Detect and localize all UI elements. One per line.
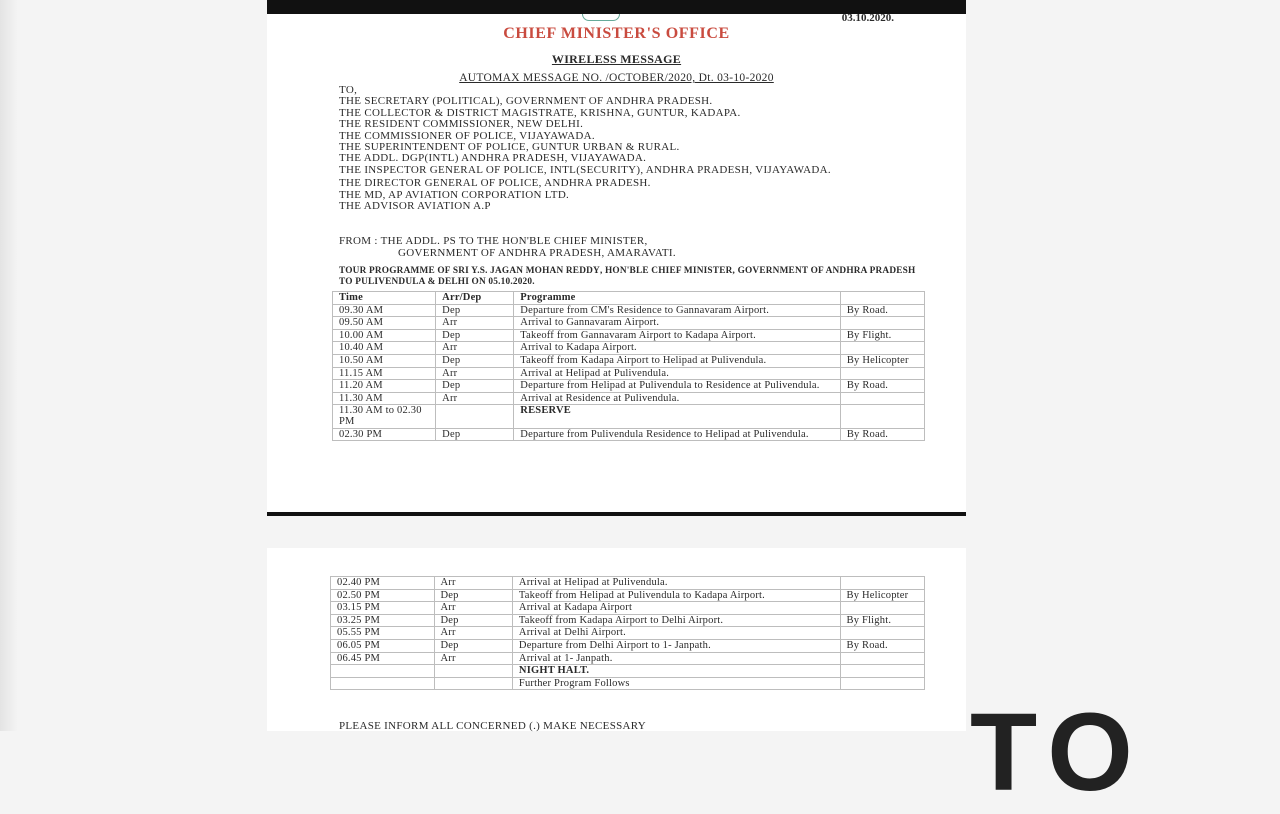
cell-time: 10.00 AM (333, 329, 436, 342)
emblem-icon (582, 14, 620, 21)
table-row (331, 589, 925, 602)
table-row (331, 577, 925, 590)
schedule-table-page-2 (330, 576, 925, 690)
cell-mode: By Flight. (840, 329, 924, 342)
table-row (331, 652, 925, 665)
recipient-line: THE RESIDENT COMMISSIONER, NEW DELHI. (339, 118, 584, 131)
cell-arr-dep: Arr (434, 602, 512, 615)
recipient-line: THE SUPERINTENDENT OF POLICE, GUNTUR URBAN & RURAL. (339, 141, 680, 154)
table-row (333, 428, 925, 441)
cell-programme: NIGHT HALT. (512, 665, 840, 678)
cell-arr-dep: Arr (436, 342, 514, 355)
recipient-line: THE COLLECTOR & DISTRICT MAGISTRATE, KRISHNA, GUNTUR, KADAPA. (339, 106, 741, 119)
recipient-list (339, 85, 939, 212)
table-row (333, 367, 925, 380)
cell-programme: Arrival to Gannavaram Airport. (514, 317, 841, 330)
table-row (331, 602, 925, 615)
cell-arr-dep: Arr (434, 652, 512, 665)
cell-mode (840, 652, 924, 665)
cell-time (331, 677, 435, 690)
cell-mode (840, 405, 924, 428)
header-programme: Programme (514, 292, 841, 305)
cell-mode: By Helicopter (840, 354, 924, 367)
cell-mode: By Road. (840, 304, 924, 317)
cell-time: 11.30 AM to 02.30 PM (333, 405, 436, 428)
cell-time: 11.15 AM (333, 367, 436, 380)
table-row (333, 392, 925, 405)
cell-time: 02.40 PM (331, 577, 435, 590)
tour-suffix: , HON'BLE CHIEF MINISTER, GOVERNMENT OF ANDHRA PRADESH TO PULIVENDULA & DELHI ON 05.10.2020. (339, 266, 916, 287)
cell-programme: Departure from Helipad at Pulivendula to Residence at Pulivendula. (514, 380, 841, 393)
table-row (331, 677, 925, 690)
cell-programme: Arrival at Residence at Pulivendula. (514, 392, 841, 405)
cell-arr-dep (434, 665, 512, 678)
header-arr-dep: Arr/Dep (436, 292, 514, 305)
document-page-2 (267, 548, 966, 731)
sender-line: FROM : THE ADDL. PS TO THE HON'BLE CHIEF MINISTER, (339, 235, 648, 247)
cell-mode (840, 677, 924, 690)
footer-instruction: PLEASE INFORM ALL CONCERNED (.) MAKE NECESSARY (339, 720, 647, 732)
schedule-rows (333, 304, 925, 441)
cell-mode (840, 317, 924, 330)
automax-message-number: AUTOMAX MESSAGE NO. /OCTOBER/2020, Dt. 03-10-2020 (459, 72, 774, 84)
table-row (333, 380, 925, 393)
cell-programme: Departure from Pulivendula Residence to Helipad at Pulivendula. (514, 428, 841, 441)
recipient-line: THE DIRECTOR GENERAL OF POLICE, ANDHRA PRADESH. (339, 177, 651, 190)
cell-time: 11.30 AM (333, 392, 436, 405)
cell-arr-dep: Dep (436, 354, 514, 367)
cell-time: 06.45 PM (331, 652, 435, 665)
cell-time: 09.30 AM (333, 304, 436, 317)
document-page-1 (267, 0, 966, 516)
cell-time: 02.30 PM (333, 428, 436, 441)
recipient-line: THE INSPECTOR GENERAL OF POLICE, INTL(SECURITY), ANDHRA PRADESH, VIJAYAWADA. (339, 163, 831, 176)
cell-arr-dep: Dep (436, 304, 514, 317)
cell-arr-dep: Arr (436, 367, 514, 380)
sender-line: GOVERNMENT OF ANDHRA PRADESH, AMARAVATI. (398, 246, 676, 259)
cell-arr-dep: Dep (434, 614, 512, 627)
cell-time: 11.20 AM (333, 380, 436, 393)
header-mode (840, 292, 924, 305)
table-row (331, 614, 925, 627)
cell-arr-dep: Arr (434, 577, 512, 590)
cell-programme: Departure from CM's Residence to Gannavaram Airport. (514, 304, 841, 317)
cell-time: 03.25 PM (331, 614, 435, 627)
table-row (331, 627, 925, 640)
cell-programme: Takeoff from Kadapa Airport to Delhi Airport. (512, 614, 840, 627)
recipient-line: THE MD, AP AVIATION CORPORATION LTD. (339, 188, 570, 201)
message-type-heading: WIRELESS MESSAGE (551, 52, 682, 66)
table-row (333, 317, 925, 330)
cell-mode (840, 577, 924, 590)
cell-mode: By Road. (840, 380, 924, 393)
cell-arr-dep: Arr (434, 627, 512, 640)
cell-arr-dep: Dep (436, 380, 514, 393)
left-edge-shade (0, 0, 18, 731)
header-time: Time (333, 292, 436, 305)
cell-mode (840, 367, 924, 380)
cell-programme: Further Program Follows (512, 677, 840, 690)
cell-time (331, 665, 435, 678)
cell-programme: Arrival to Kadapa Airport. (514, 342, 841, 355)
cell-arr-dep: Dep (436, 428, 514, 441)
cell-time: 10.50 AM (333, 354, 436, 367)
cell-programme: Takeoff from Gannavaram Airport to Kadapa Airport. (514, 329, 841, 342)
table-row (331, 639, 925, 652)
office-title: CHIEF MINISTER'S OFFICE (503, 25, 730, 42)
cell-mode (840, 627, 924, 640)
video-overlay-text (970, 691, 1280, 814)
overlay-text: TO (970, 691, 1145, 814)
cell-programme: Takeoff from Helipad at Pulivendula to Kadapa Airport. (512, 589, 840, 602)
cell-time: 10.40 AM (333, 342, 436, 355)
table-row (331, 665, 925, 678)
cell-programme: Arrival at Delhi Airport. (512, 627, 840, 640)
to-label: TO, (339, 84, 358, 96)
cell-programme: Departure from Delhi Airport to 1- Janpath. (512, 639, 840, 652)
cell-mode: By Road. (840, 639, 924, 652)
sender-block (339, 236, 676, 259)
cell-time: 02.50 PM (331, 589, 435, 602)
cell-time: 03.15 PM (331, 602, 435, 615)
cell-programme: RESERVE (514, 405, 841, 428)
recipient-line: THE ADDL. DGP(INTL) ANDHRA PRADESH, VIJAYAWADA. (339, 152, 647, 165)
table-row (333, 304, 925, 317)
tour-name: SRI Y.S. JAGAN MOHAN REDDY (452, 266, 600, 276)
cell-arr-dep: Dep (434, 589, 512, 602)
cell-mode (840, 392, 924, 405)
cell-programme: Arrival at Helipad at Pulivendula. (514, 367, 841, 380)
table-header-row (333, 292, 925, 305)
cell-mode (840, 602, 924, 615)
cell-mode (840, 342, 924, 355)
schedule-table-page-1 (332, 291, 925, 441)
cell-arr-dep: Dep (436, 329, 514, 342)
tour-programme-heading (339, 266, 924, 288)
cell-mode: By Flight. (840, 614, 924, 627)
schedule-rows (331, 577, 925, 690)
table-row (333, 342, 925, 355)
table-row (333, 354, 925, 367)
cell-programme: Takeoff from Kadapa Airport to Helipad at Pulivendula. (514, 354, 841, 367)
cell-programme: Arrival at Helipad at Pulivendula. (512, 577, 840, 590)
cell-programme: Arrival at Kadapa Airport (512, 602, 840, 615)
cell-arr-dep: Dep (434, 639, 512, 652)
table-row (333, 329, 925, 342)
recipient-line: THE COMMISSIONER OF POLICE, VIJAYAWADA. (339, 129, 595, 142)
cell-arr-dep (434, 677, 512, 690)
recipient-line: THE SECRETARY (POLITICAL), GOVERNMENT OF ANDHRA PRADESH. (339, 95, 713, 108)
cell-time: 05.55 PM (331, 627, 435, 640)
cell-arr-dep (436, 405, 514, 428)
cell-time: 09.50 AM (333, 317, 436, 330)
cell-arr-dep: Arr (436, 392, 514, 405)
message-date: 03.10.2020. (841, 12, 894, 24)
cell-arr-dep: Arr (436, 317, 514, 330)
cell-time: 06.05 PM (331, 639, 435, 652)
tour-prefix: TOUR PROGRAMME OF (339, 266, 451, 276)
cell-mode (840, 665, 924, 678)
cell-mode: By Road. (840, 428, 924, 441)
table-row (333, 405, 925, 428)
cell-mode: By Helicopter (840, 589, 924, 602)
recipient-line: THE ADVISOR AVIATION A.P (339, 200, 491, 213)
cell-programme: Arrival at 1- Janpath. (512, 652, 840, 665)
